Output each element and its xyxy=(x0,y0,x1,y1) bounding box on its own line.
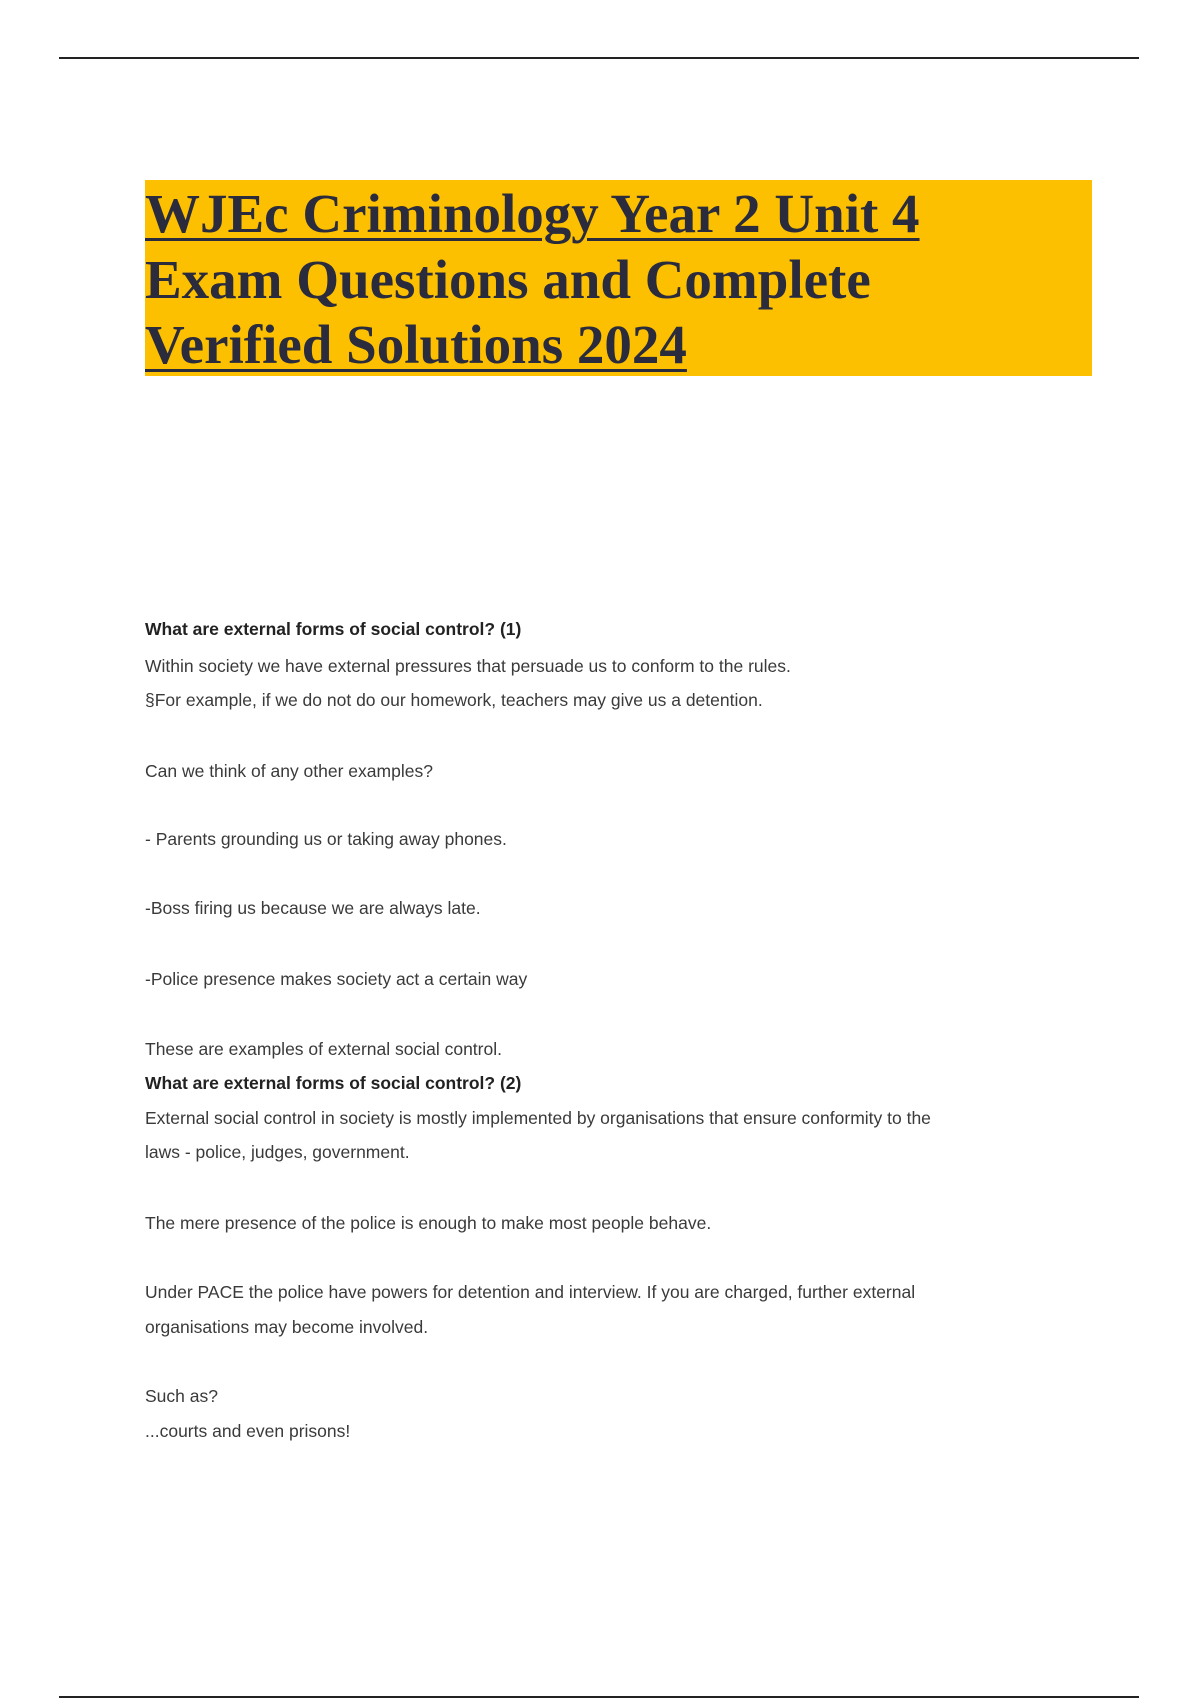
answer-2-line: ...courts and even prisons! xyxy=(145,1421,351,1441)
answer-2-line: Under PACE the police have powers for detention and interview. If you are charged, further external xyxy=(145,1282,916,1302)
footer-rule xyxy=(59,1696,1139,1698)
answer-1-line: §For example, if we do not do our homework, teachers may give us a detention. xyxy=(145,690,763,710)
answer-1-line: - Parents grounding us or taking away phones. xyxy=(145,829,507,849)
question-1: What are external forms of social control? (1) xyxy=(145,619,522,639)
document-title-line-3: Verified Solutions 2024 xyxy=(145,314,687,375)
answer-2-line: Such as? xyxy=(145,1386,218,1406)
answer-2-line: organisations may become involved. xyxy=(145,1317,429,1337)
answer-2-line: External social control in society is mostly implemented by organisations that ensure conformity to the xyxy=(145,1108,931,1128)
answer-1-line: -Boss firing us because we are always late. xyxy=(145,898,481,918)
header-rule xyxy=(59,57,1139,59)
answer-2-line: laws - police, judges, government. xyxy=(145,1142,410,1162)
answer-1-line: Can we think of any other examples? xyxy=(145,761,433,781)
document-title-line-2: Exam Questions and Complete xyxy=(145,249,871,310)
answer-1-line: Within society we have external pressures that persuade us to conform to the rules. xyxy=(145,656,791,676)
answer-1-line: -Police presence makes society act a certain way xyxy=(145,969,528,989)
question-2: What are external forms of social control? (2) xyxy=(145,1073,522,1093)
answer-1-line: These are examples of external social control. xyxy=(145,1039,502,1059)
answer-2-line: The mere presence of the police is enough to make most people behave. xyxy=(145,1213,712,1233)
document-title-line-1: WJEc Criminology Year 2 Unit 4 xyxy=(145,183,920,244)
